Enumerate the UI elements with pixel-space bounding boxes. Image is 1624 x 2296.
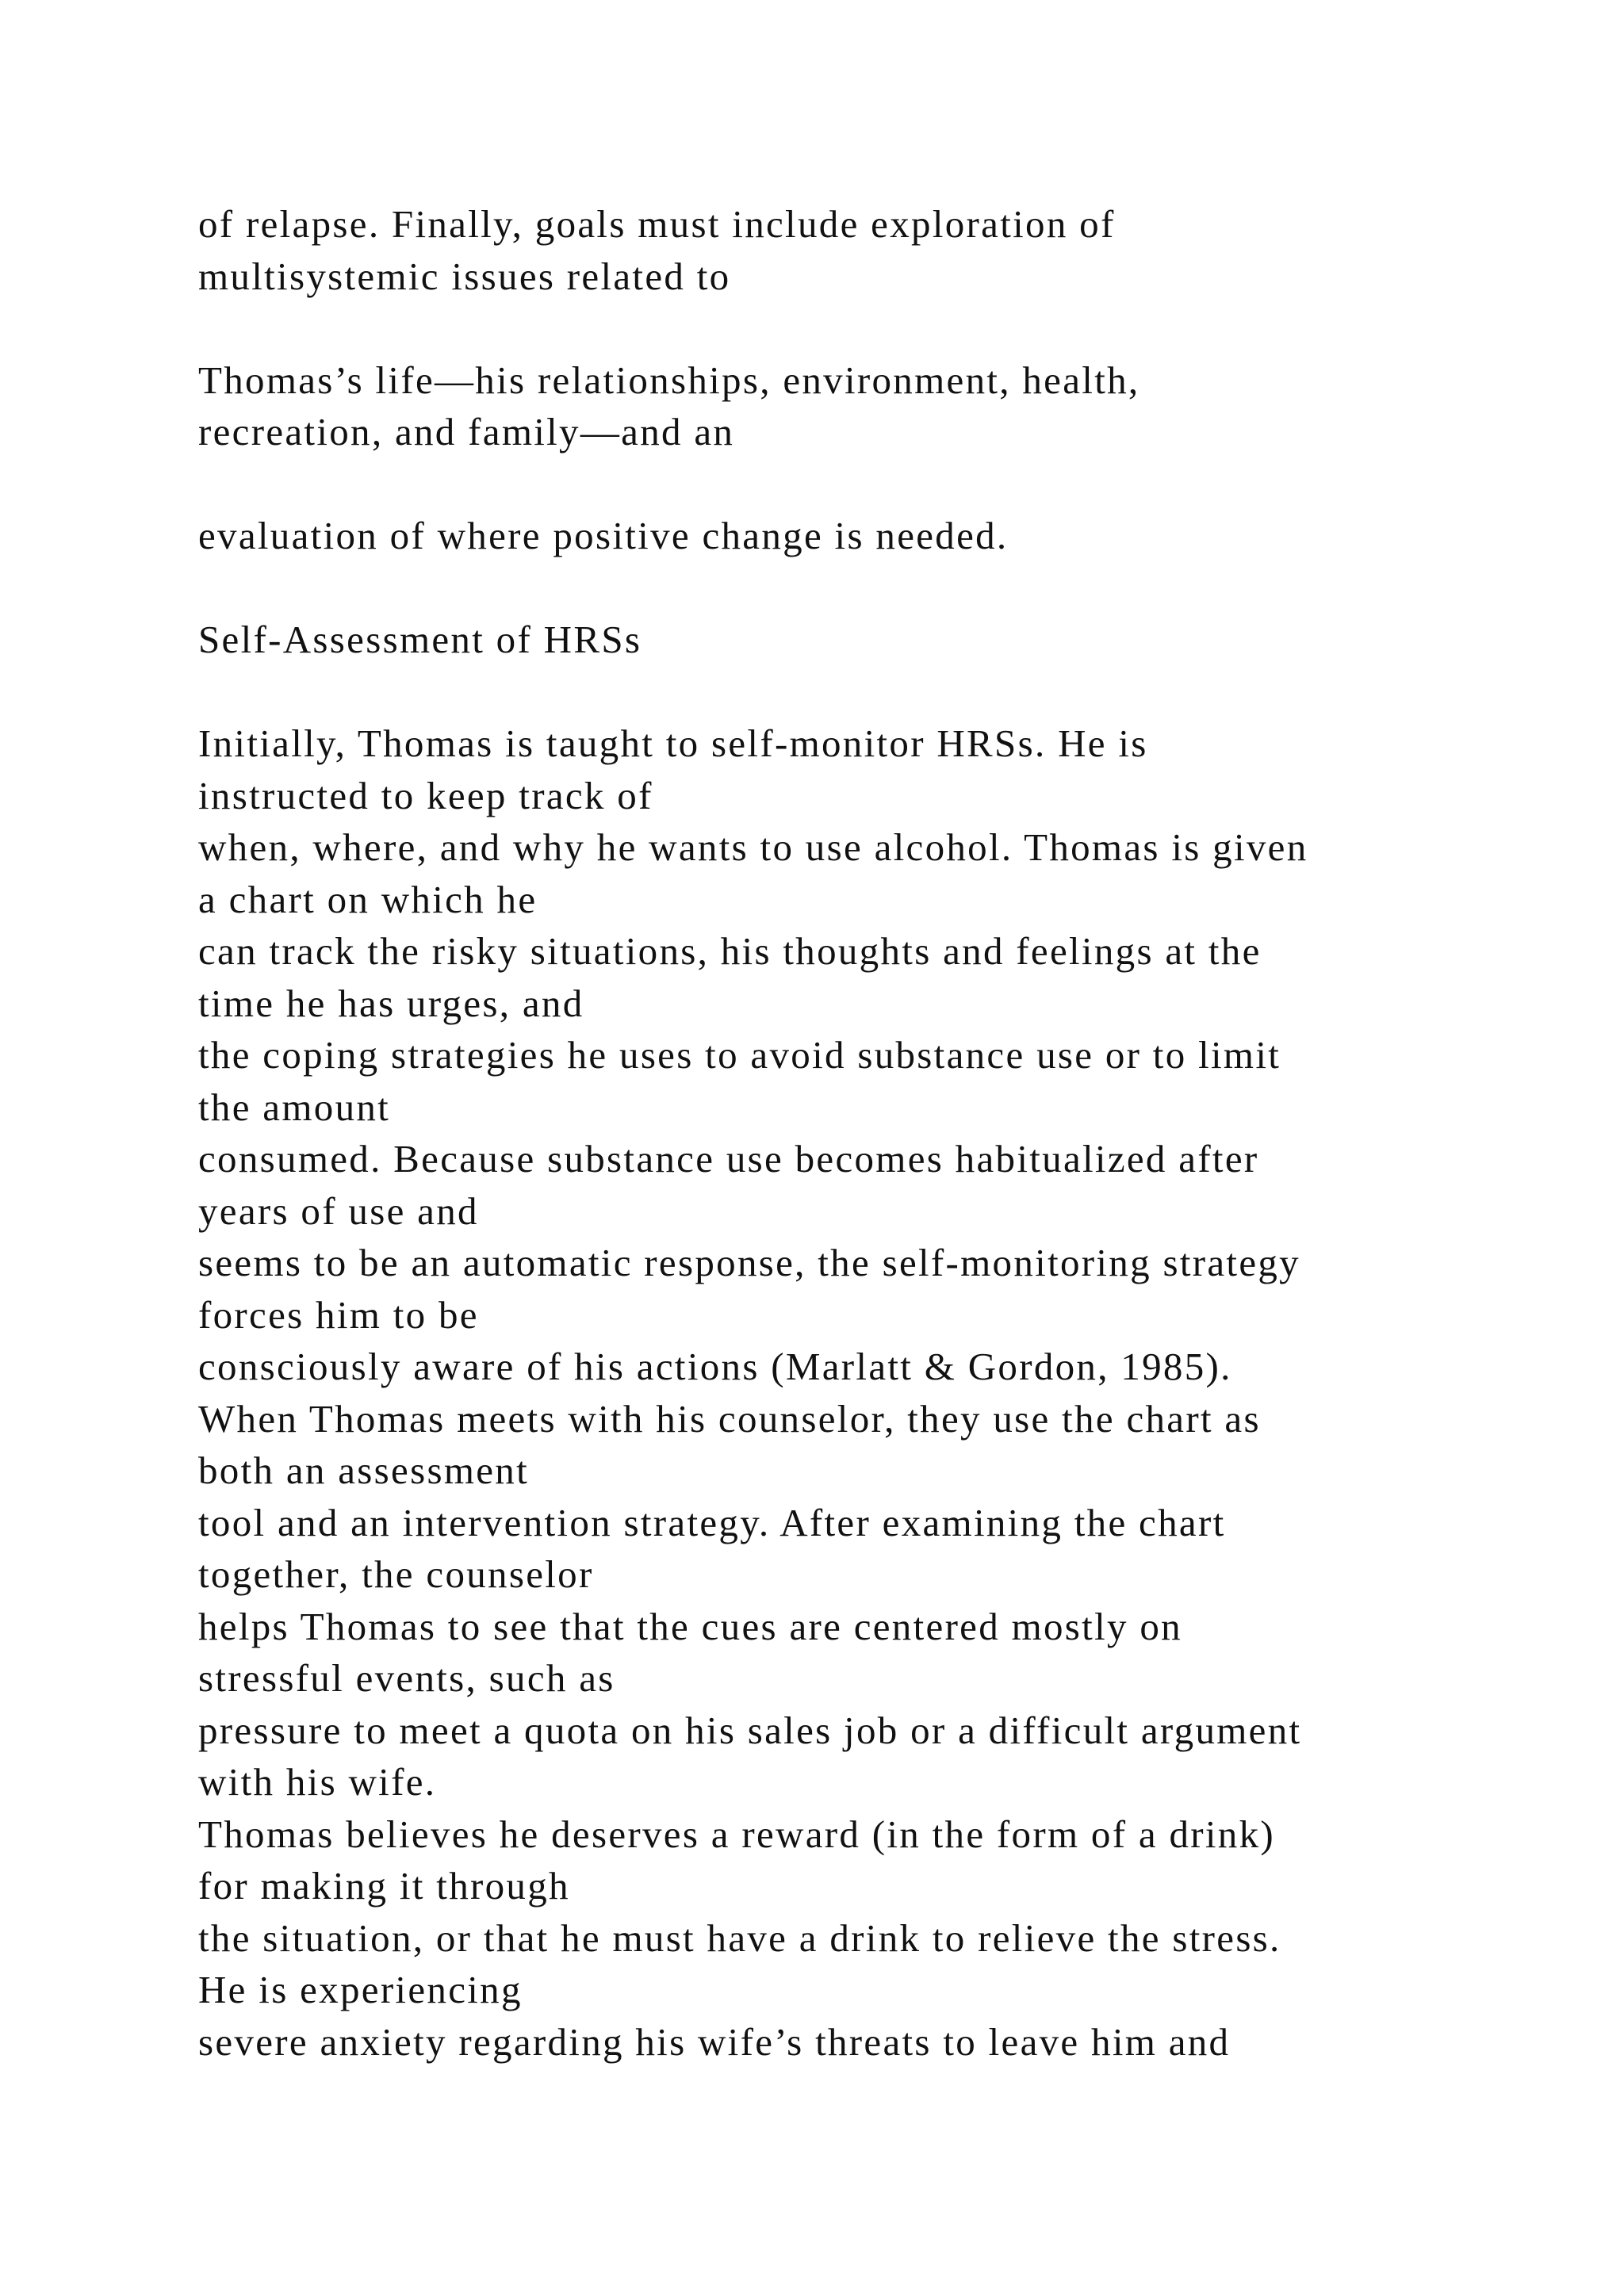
text-line: for making it through xyxy=(198,1864,570,1908)
text-line: the coping strategies he uses to avoid substance use or to limit xyxy=(198,1033,1281,1077)
text-line: consciously aware of his actions (Marlatt & Gordon, 1985). xyxy=(198,1345,1232,1388)
text-line: both an assessment xyxy=(198,1448,530,1492)
text-line: with his wife. xyxy=(198,1760,437,1804)
paragraph xyxy=(198,718,1546,2068)
text-line: time he has urges, and xyxy=(198,981,584,1025)
text-line: tool and an intervention strategy. After examining the chart xyxy=(198,1500,1226,1544)
text-line: consumed. Because substance use becomes habitualized after xyxy=(198,1137,1259,1181)
document-body xyxy=(198,198,1546,2068)
text-line: evaluation of where positive change is needed. xyxy=(198,514,1009,557)
paragraph xyxy=(198,510,1546,562)
paragraph-gap xyxy=(198,458,1546,511)
text-line: stressful events, such as xyxy=(198,1656,615,1700)
text-line: severe anxiety regarding his wife’s threats to leave him and xyxy=(198,2019,1231,2064)
heading-line: Self-Assessment of HRSs xyxy=(198,618,642,661)
text-line: instructed to keep track of xyxy=(198,773,653,817)
text-line: together, the counselor xyxy=(198,1552,594,1596)
paragraph-gap xyxy=(198,562,1546,614)
text-line: years of use and xyxy=(198,1188,479,1233)
text-line: Thomas’s life—his relationships, environment, health, xyxy=(198,358,1140,402)
text-line: Initially, Thomas is taught to self-monitor HRSs. He is xyxy=(198,721,1148,765)
text-line: can track the risky situations, his thoughts and feelings at the xyxy=(198,929,1262,973)
paragraph xyxy=(198,198,1546,302)
text-line: He is experiencing xyxy=(198,1968,523,2011)
text-line: seems to be an automatic response, the self-monitoring strategy xyxy=(198,1241,1300,1284)
text-line: multisystemic issues related to xyxy=(198,254,731,298)
text-line: forces him to be xyxy=(198,1292,479,1337)
text-line: of relapse. Finally, goals must include exploration of xyxy=(198,202,1116,246)
text-line: the amount xyxy=(198,1085,391,1129)
section-heading xyxy=(198,614,1546,666)
paragraph-gap xyxy=(198,666,1546,718)
text-line: recreation, and family—and an xyxy=(198,410,735,453)
paragraph-gap xyxy=(198,302,1546,354)
text-line: when, where, and why he wants to use alcohol. Thomas is given xyxy=(198,825,1308,869)
text-line: a chart on which he xyxy=(198,877,538,921)
text-line: When Thomas meets with his counselor, they use the chart as xyxy=(198,1396,1261,1441)
text-line: helps Thomas to see that the cues are centered mostly on xyxy=(198,1604,1182,1648)
text-line: Thomas believes he deserves a reward (in the form of a drink) xyxy=(198,1812,1276,1856)
paragraph xyxy=(198,354,1546,458)
text-line: the situation, or that he must have a drink to relieve the stress. xyxy=(198,1915,1281,1960)
text-line: pressure to meet a quota on his sales job or a difficult argument xyxy=(198,1708,1302,1752)
